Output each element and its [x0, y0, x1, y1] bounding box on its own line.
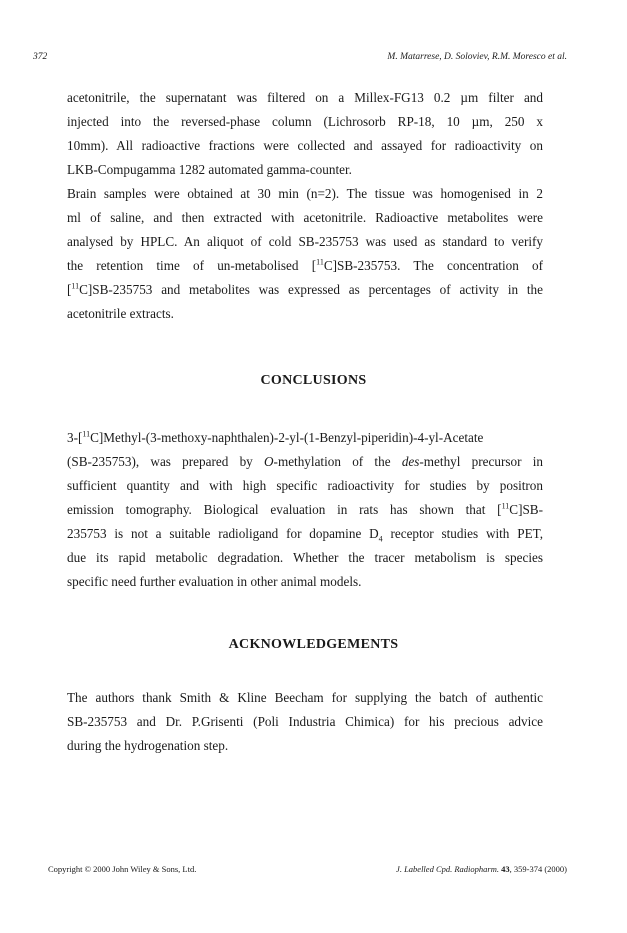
text-line: sufficient quantity and with high specific radioactivity for studies by positron: [67, 478, 543, 493]
text-line: [67, 254, 543, 278]
text-line: ml of saline, and then extracted with acetonitrile. Radioactive metabolites were: [67, 210, 543, 225]
text-fragment: (SB-235753), was prepared by: [67, 454, 265, 469]
text-fragment: 235753 is not a suitable radioligand for dopamine D: [67, 526, 379, 541]
text-line: 10mm). All radioactive fractions were collected and assayed for radioactivity on: [67, 138, 543, 153]
text-line: LKB-Compugamma 1282 automated gamma-counter.: [67, 162, 352, 177]
text-fragment: [: [67, 282, 72, 297]
text-line: [67, 278, 543, 302]
text-line: injected into the reversed-phase column (Lichrosorb RP-18, 10 µm, 250 x: [67, 114, 543, 129]
text-line: analysed by HPLC. An aliquot of cold SB-235753 was used as standard to verify: [67, 234, 543, 249]
methods-continued-paragraph: [67, 86, 543, 326]
text-line: Brain samples were obtained at 30 min (n=2). The tissue was homogenised in 2: [67, 186, 543, 201]
text-line: specific need further evaluation in other animal models.: [67, 574, 362, 589]
text-line: [67, 498, 543, 522]
text-line: acetonitrile, the supernatant was filtered on a Millex-FG13 0.2 µm filter and: [67, 90, 543, 105]
running-head: M. Matarrese, D. Soloviev, R.M. Moresco et al.: [387, 52, 567, 62]
text-line: [67, 426, 543, 450]
text-fragment: the retention time of un-metabolised [: [67, 258, 317, 273]
acknowledgements-paragraph: [67, 686, 543, 758]
text-line: SB-235753 and Dr. P.Grisenti (Poli Industria Chimica) for his precious advice: [67, 714, 543, 729]
conclusions-heading: CONCLUSIONS: [260, 373, 367, 388]
journal-pages: , 359-374 (2000): [509, 864, 567, 874]
text-fragment: C]SB-235753. The concentration of: [323, 258, 543, 273]
text-line: during the hydrogenation step.: [67, 738, 229, 753]
text-fragment: receptor studies with PET,: [382, 526, 543, 541]
text-fragment: -methylation of the: [273, 454, 402, 469]
text-line: acetonitrile extracts.: [67, 306, 174, 321]
journal-name: J. Labelled Cpd. Radiopharm.: [396, 864, 499, 874]
text-fragment: -methyl precursor in: [419, 454, 543, 469]
journal-volume: 43: [501, 864, 510, 874]
acknowledgements-heading: ACKNOWLEDGEMENTS: [228, 637, 399, 652]
text-line: [67, 522, 543, 546]
text-line: due its rapid metabolic degradation. Whether the tracer metabolism is species: [67, 550, 543, 565]
footer-copyright: Copyright © 2000 John Wiley & Sons, Ltd.: [48, 864, 197, 874]
text-line: [67, 450, 543, 474]
footer-citation: [396, 864, 567, 874]
italic-term: des: [401, 454, 420, 469]
isotope-superscript: 11: [501, 501, 510, 511]
text-fragment: C]SB-235753 and metabolites was expressed as percentages of activity in the: [79, 282, 543, 297]
text-fragment: 3-[: [67, 430, 83, 445]
conclusions-paragraph: [67, 426, 543, 594]
isotope-superscript: 11: [71, 281, 80, 291]
text-fragment: C]SB-: [509, 502, 543, 517]
italic-term: O: [264, 454, 274, 469]
page-number: 372: [33, 52, 48, 62]
isotope-superscript: 11: [82, 429, 91, 439]
text-line: The authors thank Smith & Kline Beecham for supplying the batch of authentic: [67, 690, 543, 705]
isotope-superscript: 11: [316, 257, 324, 267]
receptor-subscript: 4: [378, 534, 383, 544]
text-fragment: emission tomography. Biological evaluation in rats has shown that [: [67, 502, 502, 517]
text-fragment: C]Methyl-(3-methoxy-naphthalen)-2-yl-(1-Benzyl-piperidin)-4-yl-Acetate: [90, 430, 484, 445]
